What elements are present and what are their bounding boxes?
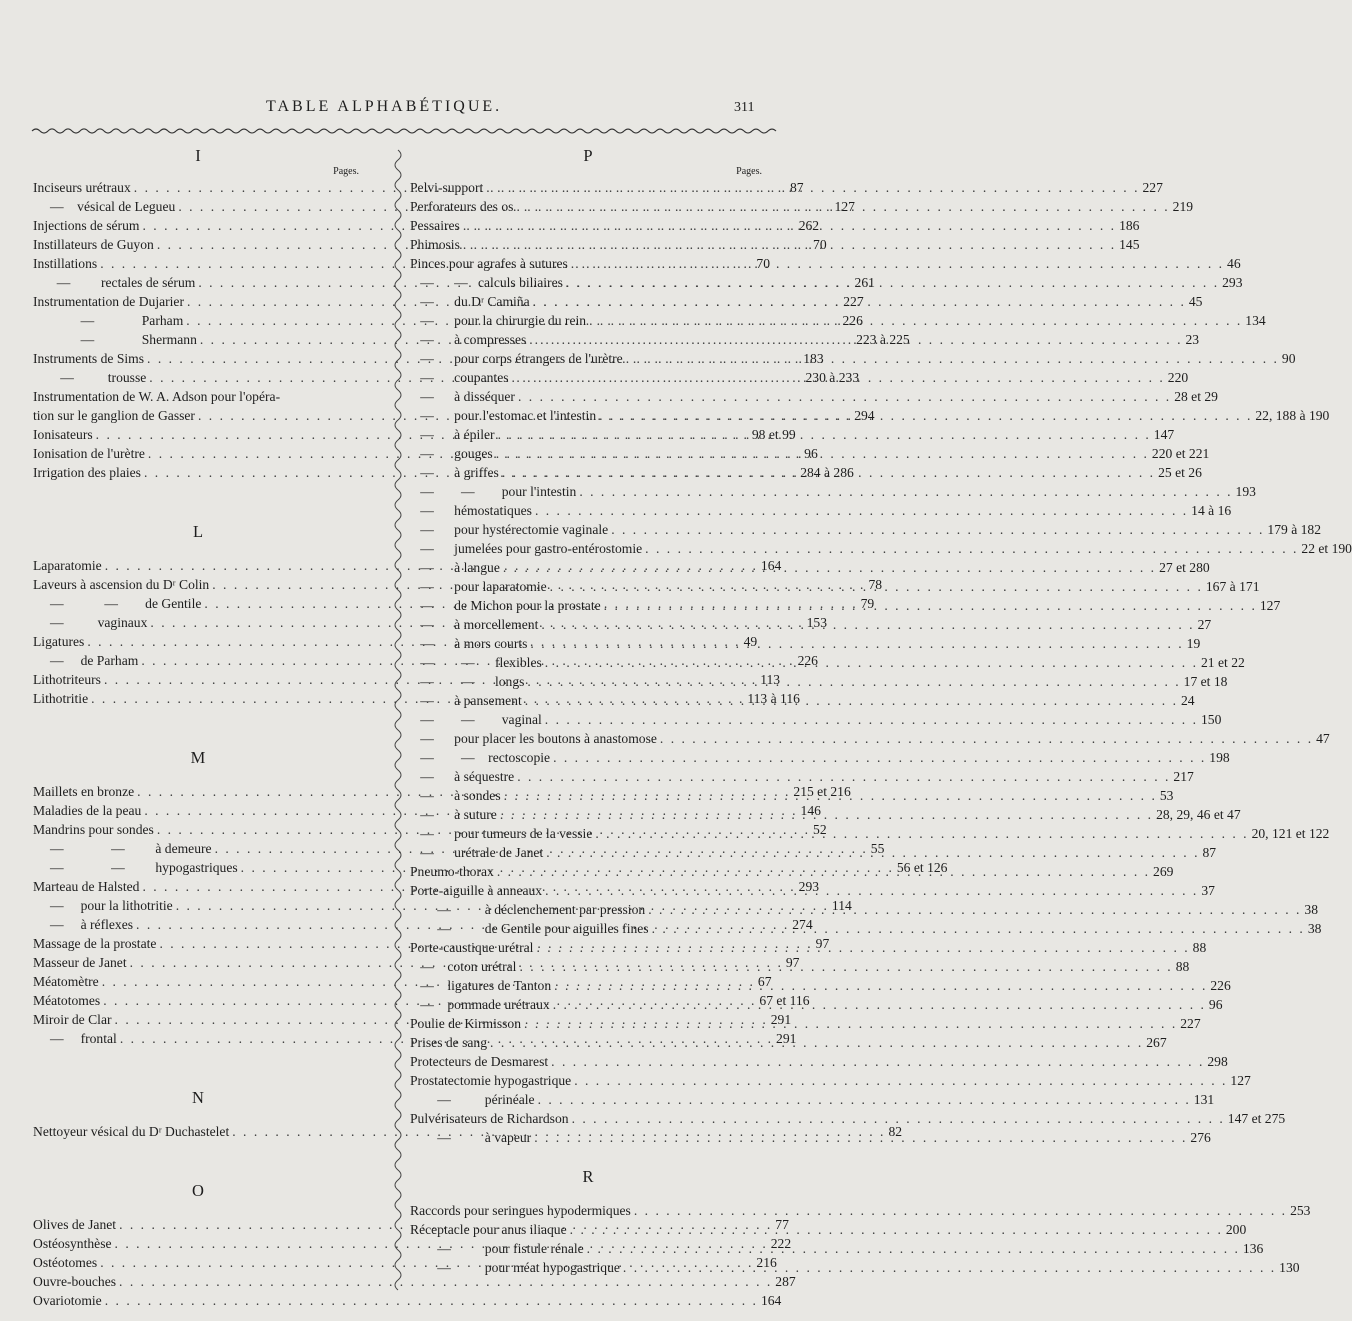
entry-label: Pulvérisateurs de Richardson — [410, 1111, 569, 1126]
leader-dots — [514, 767, 1173, 786]
entry-label: Poulie de Kirmisson — [410, 1016, 522, 1031]
leader-dots — [569, 1109, 1228, 1128]
entry-label: — — pour l'intestin — [410, 484, 577, 499]
entry-label: — coton urétral — [410, 959, 517, 974]
leader-dots — [568, 254, 1227, 273]
entry-label: — de Parham — [33, 653, 139, 668]
entry-pages: 22, 188 à 190 — [1255, 408, 1330, 423]
entry-pages: 70 — [813, 237, 827, 252]
leader-dots — [542, 653, 1201, 672]
leader-dots — [586, 311, 1245, 330]
entry-pages: 97 — [815, 936, 830, 951]
page-header — [0, 98, 800, 122]
entry-label: — à séquestre — [410, 769, 515, 784]
entry-pages: 134 — [1245, 313, 1266, 328]
entry-pages: 153 — [806, 615, 828, 630]
entry-label: — — hypogastriques — [33, 860, 238, 875]
leader-dots — [563, 273, 1222, 292]
entry-pages: 267 — [1146, 1035, 1167, 1050]
entry-label: — à déclenchement par pression — [410, 902, 646, 917]
entry-label: — — à demeure — [33, 841, 212, 856]
entry-label: Pelvi-support — [410, 180, 484, 195]
index-entry — [410, 1201, 1311, 1220]
entry-label: Réceptacle pour anus iliaque — [410, 1222, 567, 1237]
entry-pages: 114 — [831, 898, 852, 913]
entry-label: — ligatures de Tanton — [410, 978, 552, 993]
entry-pages: 198 — [1209, 750, 1230, 765]
index-entry — [410, 1090, 1215, 1109]
entry-pages: 97 — [785, 955, 800, 970]
entry-label: Phimosis — [410, 237, 460, 252]
leader-dots — [530, 292, 1189, 311]
leader-dots — [567, 1220, 1226, 1239]
index-entry — [410, 387, 1218, 406]
leader-dots — [515, 387, 1174, 406]
section-letter: O — [192, 1181, 204, 1200]
entry-label: — à pansement — [410, 693, 522, 708]
entry-pages: 88 — [1192, 940, 1207, 955]
entry-pages: 217 — [1173, 769, 1194, 784]
entry-pages: 226 — [842, 313, 863, 328]
leader-dots — [521, 1014, 1180, 1033]
entry-label: Méatotomes — [33, 993, 101, 1008]
section-letter: M — [190, 748, 206, 767]
entry-label: — frontal — [33, 1031, 117, 1046]
entry-label: Ionisation de l'urètre — [33, 446, 145, 461]
entry-label: — à disséquer — [410, 389, 515, 404]
leader-dots — [542, 881, 1201, 900]
entry-label: Marteau de Halsted — [33, 879, 140, 894]
entry-pages: 284 à 286 — [800, 465, 854, 480]
entry-label: — rectales de sérum — [33, 275, 196, 290]
entry-label: — gouges — [410, 446, 493, 461]
leader-dots — [571, 1071, 1230, 1090]
entry-pages: 164 — [760, 1293, 782, 1308]
leader-dots — [543, 843, 1202, 862]
entry-pages: 146 — [800, 803, 821, 818]
index-entry — [410, 539, 1352, 558]
entry-label: Ostéotomes — [33, 1255, 98, 1270]
entry-label: Pessaires — [410, 218, 460, 233]
entry-pages: 131 — [1193, 1092, 1215, 1107]
entry-pages: 223 à 225 — [856, 332, 910, 347]
entry-pages: 25 et 26 — [1158, 465, 1202, 480]
entry-pages: 130 — [1279, 1260, 1300, 1275]
entry-label: Prostatectomie hypogastrique — [410, 1073, 572, 1088]
entry-pages: 147 et 275 — [1227, 1111, 1286, 1126]
entry-label: — — longs — [410, 674, 525, 689]
entry-label: Injections de sérum — [33, 218, 140, 233]
entry-label: — trousse — [33, 370, 147, 385]
entry-pages: 28 et 29 — [1174, 389, 1218, 404]
entry-label: — jumelées pour gastro-entérostomie — [410, 541, 643, 556]
entry-pages: 98 et 99 — [751, 427, 796, 442]
entry-pages: 28, 29, 46 et 47 — [1156, 807, 1241, 822]
entry-label: — pour fistule rénale — [410, 1241, 584, 1256]
entry-pages: 127 — [1259, 598, 1281, 613]
index-entry — [33, 1291, 782, 1310]
entry-pages: 113 à 116 — [747, 691, 800, 706]
entry-label: — à griffes — [410, 465, 499, 480]
entry-label: Ostéosynthèse — [33, 1236, 112, 1251]
entry-pages: 293 — [798, 879, 820, 894]
entry-pages: 17 et 18 — [1183, 674, 1228, 689]
index-entry — [410, 767, 1194, 786]
entry-label: — Parham — [33, 313, 184, 328]
entry-pages: 27 et 280 — [1159, 560, 1210, 575]
section-letter: I — [195, 146, 201, 165]
entry-label: — pour la chirurgie du rein — [410, 313, 587, 328]
entry-label: Porte-caustique urétral — [410, 940, 534, 955]
entry-label-continued: tion sur le ganglion de Gasser — [33, 408, 195, 423]
leader-dots — [645, 900, 1304, 919]
leader-dots — [493, 444, 1152, 463]
leader-dots — [642, 539, 1301, 558]
leader-dots — [542, 710, 1201, 729]
entry-pages: 47 — [1316, 731, 1330, 746]
entry-label: Miroir de Clar — [33, 1012, 112, 1027]
entry-label: Laveurs à ascension du Dʳ Colin — [33, 577, 210, 592]
entry-label: — vésical de Legueu — [33, 199, 176, 214]
leader-dots — [547, 577, 1206, 596]
leader-dots — [487, 1033, 1146, 1052]
entry-label: — pour tumeurs de la vessie — [410, 826, 593, 841]
leader-dots — [483, 178, 1142, 197]
entry-label: Massage de la prostate — [33, 936, 157, 951]
entry-label: — à mors courts — [410, 636, 528, 651]
leader-dots — [501, 786, 1160, 805]
leader-dots — [550, 748, 1209, 767]
entry-label: — à épiler — [410, 427, 495, 442]
leader-dots — [509, 368, 1168, 387]
leader-dots — [494, 862, 1153, 881]
entry-pages: 219 — [1172, 199, 1194, 214]
entry-pages: 21 et 22 — [1201, 655, 1245, 670]
entry-label: — — de Gentile — [33, 596, 202, 611]
entry-pages: 186 — [1119, 218, 1140, 233]
leader-dots — [623, 349, 1282, 368]
entry-label: — pour la lithotritie — [33, 898, 173, 913]
entry-pages: 227 — [1180, 1016, 1201, 1031]
entry-label: Masseur de Janet — [33, 955, 127, 970]
entry-label: — à compresses — [410, 332, 527, 347]
index-entry — [410, 976, 1231, 995]
entry-pages: 227 — [1142, 180, 1163, 195]
entry-label: Maladies de la peau — [33, 803, 142, 818]
entry-label: — pour l'estomac et l'intestin — [410, 408, 597, 423]
entry-pages: 200 — [1225, 1222, 1247, 1237]
entry-label: Ouvre-bouches — [33, 1274, 117, 1289]
pages-label: Pages. — [736, 166, 762, 177]
pages-label: Pages. — [333, 166, 359, 177]
entry-label: Lithotriteurs — [33, 672, 101, 687]
entry-pages: 230 à 233 — [805, 370, 860, 385]
leader-dots — [526, 330, 1185, 349]
entry-label: Pinces pour agrafes à sutures — [410, 256, 568, 271]
entry-pages: 37 — [1201, 883, 1215, 898]
entry-label: — hémostatiques — [410, 503, 532, 518]
entry-label: Perforateurs des os — [410, 199, 514, 214]
leader-dots — [533, 938, 1192, 957]
entry-label: Olives de Janet — [33, 1217, 117, 1232]
entry-label: Protecteurs de Desmarest — [410, 1054, 549, 1069]
index-entry — [410, 482, 1256, 501]
entry-label: — pour hystérectomie vaginale — [410, 522, 609, 537]
entry-label: Méatomètre — [33, 974, 99, 989]
entry-pages: 261 — [854, 275, 875, 290]
leader-dots — [513, 197, 1172, 216]
entry-label: — — vaginal — [410, 712, 542, 727]
entry-label: Ovariotomie — [33, 1293, 102, 1308]
entry-label: — pommade urétraux — [410, 997, 550, 1012]
entry-label: Lithotritie — [33, 691, 89, 706]
entry-pages: 49 — [743, 634, 758, 649]
entry-pages: 276 — [1190, 1130, 1211, 1145]
entry-label: — à suture — [410, 807, 497, 822]
entry-pages: 78 — [868, 577, 883, 592]
entry-pages: 193 — [1235, 484, 1256, 499]
section-letter: L — [192, 522, 204, 541]
section-letter: N — [192, 1088, 204, 1107]
page-title: TABLE ALPHABÉTIQUE. — [266, 98, 503, 115]
leader-dots — [495, 425, 1154, 444]
entry-pages: 67 et 116 — [759, 993, 810, 1008]
entry-pages: 113 — [760, 672, 781, 687]
entry-pages: 77 — [775, 1217, 789, 1232]
entry-pages: 52 — [813, 822, 827, 837]
leader-dots — [531, 1128, 1190, 1147]
leader-dots — [460, 216, 1119, 235]
entry-label: — pour corps étrangers de l'urètre — [410, 351, 623, 366]
entry-pages: 147 — [1153, 427, 1175, 442]
entry-pages: 53 — [1159, 788, 1174, 803]
entry-pages: 55 — [870, 841, 885, 856]
entry-pages: 27 — [1197, 617, 1212, 632]
entry-pages: 46 — [1227, 256, 1241, 271]
entry-label: — coupantes — [410, 370, 509, 385]
entry-label: — à morcellement — [410, 617, 539, 632]
leader-dots — [576, 482, 1235, 501]
leader-dots — [608, 520, 1267, 539]
entry-pages: 38 — [1307, 921, 1322, 936]
entry-pages: 294 — [854, 408, 875, 423]
entry-pages: 222 — [770, 1236, 792, 1251]
entry-pages: 150 — [1201, 712, 1222, 727]
leader-dots — [620, 1258, 1279, 1277]
entry-label: — vaginaux — [33, 615, 148, 630]
entry-pages: 145 — [1119, 237, 1140, 252]
entry-pages: 79 — [860, 596, 875, 611]
leader-dots — [601, 596, 1260, 615]
leader-dots — [527, 634, 1186, 653]
entry-label: — à vapeur — [410, 1130, 532, 1145]
entry-label: Mandrins pour sondes — [33, 822, 154, 837]
entry-label: — à langue — [410, 560, 500, 575]
entry-label: Inciseurs urétraux — [33, 180, 131, 195]
entry-pages: 127 — [1230, 1073, 1251, 1088]
index-entry — [410, 520, 1322, 539]
entry-pages: 293 — [1222, 275, 1243, 290]
entry-pages: 269 — [1153, 864, 1174, 879]
entry-pages: 87 — [789, 180, 804, 195]
entry-pages: 183 — [803, 351, 824, 366]
leader-dots — [592, 824, 1251, 843]
entry-label: — à réflexes — [33, 917, 134, 932]
leader-dots — [522, 691, 1181, 710]
entry-label: Maillets en bronze — [33, 784, 135, 799]
entry-pages: 220 et 221 — [1151, 446, 1210, 461]
entry-pages: 82 — [888, 1124, 903, 1139]
index-entry — [410, 501, 1232, 520]
entry-pages: 45 — [1188, 294, 1203, 309]
entry-pages: 56 et 126 — [896, 860, 948, 875]
entry-pages: 96 — [804, 446, 818, 461]
entry-label: Prises de sang — [410, 1035, 488, 1050]
entry-label: — du Dʳ Camiña — [410, 294, 530, 309]
entry-pages: 127 — [834, 199, 855, 214]
index-entry — [410, 748, 1230, 767]
leader-dots — [649, 919, 1308, 938]
entry-pages: 220 — [1167, 370, 1189, 385]
entry-label: — de Gentile pour aiguilles fines — [410, 921, 649, 936]
entry-label: — urétrale de Janet — [410, 845, 544, 860]
entry-pages: 179 à 182 — [1267, 522, 1322, 537]
index-entry — [410, 1109, 1286, 1128]
leader-dots — [499, 463, 1158, 482]
entry-pages: 226 — [1210, 978, 1231, 993]
entry-label: Instillations — [33, 256, 98, 271]
entry-pages: 96 — [1208, 997, 1223, 1012]
entry-label: Ligatures — [33, 634, 85, 649]
entry-pages: 291 — [776, 1031, 797, 1046]
entry-label: — de Michon pour la prostate — [410, 598, 601, 613]
entry-label: — — calculs biliaires — [410, 275, 563, 290]
leader-dots — [535, 1090, 1194, 1109]
entry-pages: 38 — [1304, 902, 1318, 917]
index-entry — [410, 634, 1201, 653]
leader-dots — [657, 729, 1316, 748]
header-rule — [32, 126, 772, 136]
entry-pages: 287 — [775, 1274, 796, 1289]
entry-pages: 226 — [797, 653, 818, 668]
leader-dots — [460, 235, 1119, 254]
index-entry — [410, 729, 1330, 748]
section-letter: P — [583, 146, 593, 165]
entry-label: — pour laparatomie — [410, 579, 547, 594]
entry-pages: 136 — [1242, 1241, 1264, 1256]
index-entry — [410, 1071, 1251, 1090]
entry-label: Pneumo-thorax — [410, 864, 494, 879]
entry-pages: 90 — [1281, 351, 1296, 366]
entry-pages: 164 — [760, 558, 782, 573]
entry-pages: 298 — [1207, 1054, 1228, 1069]
leader-dots — [516, 957, 1175, 976]
page-number: 311 — [734, 100, 755, 115]
entry-pages: 291 — [770, 1012, 792, 1027]
entry-pages: 215 et 216 — [793, 784, 851, 799]
entry-label: Raccords pour seringues hypodermiques — [410, 1203, 631, 1218]
leader-dots — [524, 672, 1183, 691]
entry-pages: 227 — [843, 294, 864, 309]
entry-pages: 70 — [756, 256, 771, 271]
leader-dots — [500, 558, 1159, 577]
entry-label: Instruments de Sims — [33, 351, 145, 366]
entry-pages: 14 à 16 — [1191, 503, 1232, 518]
index-entry — [410, 710, 1222, 729]
entry-label: Porte-aiguille à anneaux — [410, 883, 543, 898]
entry-label: — — rectoscopie — [410, 750, 551, 765]
entry-pages: 88 — [1175, 959, 1190, 974]
entry-label: Laparatomie — [33, 558, 102, 573]
index-entry — [33, 1272, 796, 1291]
entry-label: Irrigation des plaies — [33, 465, 141, 480]
index-entry — [410, 254, 1241, 273]
leader-dots — [631, 1201, 1290, 1220]
entry-label: — pour méat hypogastrique — [410, 1260, 620, 1275]
entry-pages: 167 à 171 — [1205, 579, 1260, 594]
leader-dots — [532, 501, 1191, 520]
entry-label: Nettoyeur vésical du Dʳ Duchastelet — [33, 1124, 230, 1139]
entry-label: Instrumentation de W. A. Adson pour l'opéra- — [33, 389, 281, 404]
entry-label: — pour placer les boutons à anastomose — [410, 731, 657, 746]
entry-pages: 20, 121 et 122 — [1251, 826, 1330, 841]
entry-label: — périnéale — [410, 1092, 535, 1107]
entry-pages: 216 — [756, 1255, 777, 1270]
section-letter: R — [582, 1167, 594, 1186]
entry-label: — Shermann — [33, 332, 197, 347]
entry-pages: 274 — [792, 917, 813, 932]
leader-dots — [548, 1052, 1207, 1071]
leader-dots — [584, 1239, 1243, 1258]
leader-dots — [551, 976, 1210, 995]
entry-label: — à sondes — [410, 788, 501, 803]
entry-pages: 253 — [1290, 1203, 1311, 1218]
leader-dots — [497, 805, 1156, 824]
entry-pages: 87 — [1202, 845, 1217, 860]
entry-pages: 19 — [1186, 636, 1201, 651]
entry-pages: 23 — [1185, 332, 1200, 347]
leader-dots — [550, 995, 1209, 1014]
entry-pages: 22 et 190 — [1301, 541, 1352, 556]
index-entry — [410, 1052, 1228, 1071]
index-entry — [33, 387, 363, 406]
entry-label: Instrumentation de Dujarier — [33, 294, 184, 309]
entry-pages: 24 — [1180, 693, 1195, 708]
entry-pages: 67 — [757, 974, 772, 989]
leader-dots — [596, 406, 1255, 425]
entry-label: Ionisateurs — [33, 427, 93, 442]
entry-label: — — flexibles — [410, 655, 542, 670]
leader-dots — [102, 1291, 761, 1310]
leader-dots — [538, 615, 1197, 634]
entry-pages: 262 — [798, 218, 820, 233]
entry-label: Instillateurs de Guyon — [33, 237, 154, 252]
